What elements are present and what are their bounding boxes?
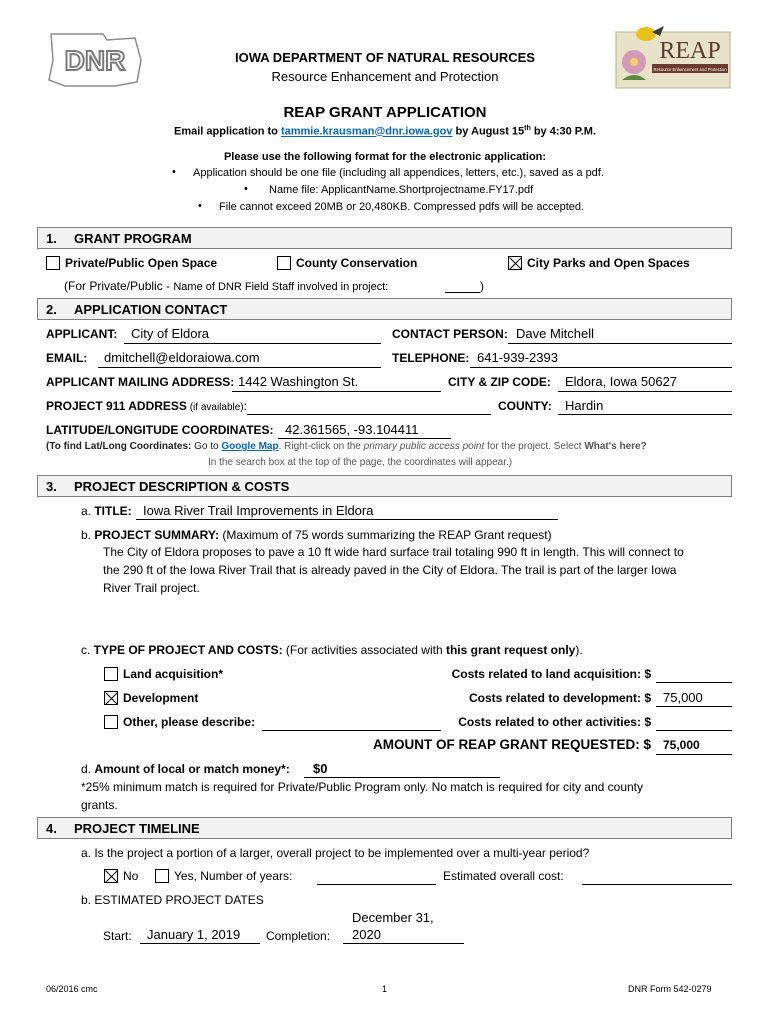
checkbox-land-acquisition[interactable]	[104, 667, 118, 681]
overall-cost-label: Estimated overall cost:	[443, 869, 564, 883]
bullet-3: File cannot exceed 20MB or 20,480KB. Compressed pdfs will be accepted.	[219, 201, 585, 213]
section-project-timeline	[37, 817, 732, 839]
overall-cost-field[interactable]	[582, 884, 732, 885]
type-prefix: c.	[81, 643, 94, 657]
cityzip-field[interactable]	[558, 391, 732, 392]
contact-label: CONTACT PERSON:	[392, 327, 508, 341]
match-heading	[81, 762, 290, 776]
label-county-conservation: County Conservation	[296, 256, 418, 270]
email-value: dmitchell@eldoraiowa.com	[104, 350, 260, 365]
match-note-1: *25% minimum match is required for Private/Public Program only. No match is required for city and county	[81, 780, 644, 794]
google-map-link[interactable]: Google Map	[221, 441, 279, 452]
p911-label: PROJECT 911 ADDRESS	[46, 399, 187, 413]
amount-requested-label: AMOUNT OF REAP GRANT REQUESTED: $	[372, 737, 651, 752]
other-describe-field[interactable]	[262, 730, 441, 731]
title-field[interactable]	[136, 519, 558, 520]
summary-label: PROJECT SUMMARY:	[94, 528, 220, 542]
start-field[interactable]	[140, 943, 260, 944]
field-staff-label: Name of DNR Field Staff involved in project:	[173, 281, 389, 293]
email-label: EMAIL:	[46, 351, 88, 365]
p911-colon: :	[243, 399, 247, 413]
match-field[interactable]	[304, 777, 500, 778]
reap-logo-text: REAP	[659, 38, 721, 64]
field-staff-pre: (For Private/Public -	[64, 279, 174, 293]
section-number: 1.	[46, 231, 57, 246]
type-note: (For activities associated with	[282, 643, 446, 657]
amount-requested-field[interactable]	[656, 754, 732, 755]
match-note-2: grants.	[81, 798, 118, 812]
format-heading: Please use the following format for the electronic application:	[223, 151, 547, 163]
county-value: Hardin	[565, 398, 604, 413]
footer-left: 06/2016 cmc	[46, 984, 98, 994]
completion-value-line1: December 31,	[352, 910, 434, 925]
section-number: 4.	[46, 821, 57, 836]
bullet-dot-1: •	[172, 166, 176, 178]
label-city-parks: City Parks and Open Spaces	[527, 256, 690, 270]
applicant-field[interactable]	[124, 343, 381, 344]
page-title: REAP GRANT APPLICATION	[283, 104, 487, 121]
match-prefix: d.	[81, 762, 95, 776]
bullet-1: Application should be one file (including all appendices, letters, etc.), saved as a pdf.	[193, 167, 604, 179]
dev-label: Development	[123, 691, 199, 705]
latlong-value: 42.361565, -93.104411	[285, 422, 419, 437]
checkbox-yes[interactable]	[155, 869, 169, 883]
completion-value-line2: 2020	[352, 927, 381, 942]
multi-year-question: a. Is the project a portion of a larger, overall project to be implemented over a multi-year period?	[81, 846, 590, 860]
bullet-2: Name file: ApplicantName.Shortprojectname.FY17.pdf	[269, 184, 534, 196]
checkbox-private-public[interactable]	[46, 256, 60, 270]
dev-cost-label: Costs related to development: $	[468, 691, 651, 705]
summary-note: (Maximum of 75 words summarizing the REAP Grant request)	[219, 528, 552, 542]
address-field[interactable]	[232, 391, 441, 392]
dev-cost-field[interactable]	[656, 706, 732, 707]
section-title: PROJECT DESCRIPTION & COSTS	[74, 479, 290, 494]
phone-label: TELEPHONE:	[392, 351, 470, 365]
latlong-field[interactable]	[278, 438, 451, 439]
county-label: COUNTY:	[498, 399, 552, 413]
email-instruction	[0, 125, 770, 138]
amount-requested-value: 75,000	[663, 738, 700, 752]
find-mid2: for the project. Select	[484, 441, 585, 452]
address-value: 1442 Washington St.	[238, 374, 359, 389]
section-title: GRANT PROGRAM	[74, 231, 192, 246]
email-field[interactable]	[98, 367, 381, 368]
phone-field[interactable]	[470, 367, 732, 368]
other-label: Other, please describe:	[123, 715, 256, 729]
latlong-help-line2: In the search box at the top of the page, the coordinates will appear.)	[208, 457, 513, 468]
footer-page-number: 1	[382, 984, 388, 994]
completion-label: Completion:	[266, 929, 331, 943]
deadline-sup: th	[524, 125, 531, 132]
land-label: Land acquisition*	[123, 667, 224, 681]
land-cost-field[interactable]	[656, 682, 732, 683]
p911-field[interactable]	[247, 414, 491, 415]
other-cost-label: Costs related to other activities: $	[458, 715, 651, 729]
applicant-value: City of Eldora	[131, 326, 210, 341]
applicant-label: APPLICANT:	[46, 327, 118, 341]
latlong-help-line1	[46, 441, 647, 452]
section-title: APPLICATION CONTACT	[74, 302, 228, 317]
summary-heading	[81, 528, 552, 542]
checkbox-no[interactable]	[104, 869, 118, 883]
type-heading	[81, 643, 583, 657]
contact-value: Dave Mitchell	[516, 326, 595, 341]
phone-value: 641-939-2393	[477, 350, 558, 365]
dev-cost-value: 75,000	[663, 690, 703, 705]
years-field[interactable]	[317, 884, 436, 885]
org-subtitle: Resource Enhancement and Protection	[271, 69, 499, 84]
summary-line-1: The City of Eldora proposes to pave a 10 ft wide hard surface trail totaling 990 ft in length. This will connect to	[103, 545, 684, 559]
latlong-label: LATITUDE/LONGITUDE COORDINATES:	[46, 423, 274, 437]
yes-label: Yes, Number of years:	[174, 869, 293, 883]
match-label: Amount of local or match money*:	[94, 762, 290, 776]
field-staff-note	[64, 279, 388, 293]
land-cost-label: Costs related to land acquisition: $	[451, 667, 651, 681]
type-end: ).	[575, 643, 583, 657]
cityzip-label: CITY & ZIP CODE:	[448, 375, 551, 389]
find-pre: (To find Lat/Long Coordinates:	[46, 441, 192, 452]
completion-field[interactable]	[343, 943, 464, 944]
start-value: January 1, 2019	[147, 927, 241, 942]
section-number: 3.	[46, 479, 57, 494]
footer-form-number: DNR Form 542-0279	[628, 984, 712, 994]
checkbox-city-parks[interactable]	[508, 256, 522, 270]
section-title: PROJECT TIMELINE	[74, 821, 200, 836]
find-goto: Go to	[191, 441, 222, 452]
title-prefix: a.	[81, 504, 95, 518]
reap-logo-subtext: Resource Enhancement and Protection	[653, 67, 727, 72]
find-bold: What's here?	[584, 441, 647, 452]
cityzip-value: Eldora, Iowa 50627	[565, 374, 678, 389]
org-name: IOWA DEPARTMENT OF NATURAL RESOURCES	[235, 50, 535, 65]
other-cost-field[interactable]	[656, 730, 732, 731]
address-label: APPLICANT MAILING ADDRESS:	[46, 375, 235, 389]
deadline-pre: by August 15	[452, 125, 525, 138]
email-prefix: Email application to	[173, 125, 281, 138]
deadline-post: by 4:30 P.M.	[530, 125, 596, 138]
section-project-description	[37, 475, 732, 497]
checkbox-development[interactable]	[104, 691, 118, 705]
type-label: TYPE OF PROJECT AND COSTS:	[93, 643, 283, 657]
checkbox-county-conservation[interactable]	[277, 256, 291, 270]
bullet-dot-3: •	[198, 200, 202, 212]
summary-prefix: b.	[81, 528, 95, 542]
title-value: Iowa River Trail Improvements in Eldora	[143, 503, 374, 518]
section-number: 2.	[46, 302, 57, 317]
county-field[interactable]	[558, 414, 732, 415]
title-label-wrap	[81, 504, 132, 518]
p911-label-wrap	[46, 399, 247, 413]
field-staff-input[interactable]	[445, 292, 480, 293]
checkbox-other[interactable]	[104, 715, 118, 729]
email-link[interactable]: tammie.krausman@dnr.iowa.gov	[280, 125, 453, 138]
find-italic: primary public access point	[363, 441, 485, 452]
bullet-dot-2: •	[244, 183, 248, 195]
title-label: TITLE:	[94, 504, 132, 518]
contact-field[interactable]	[508, 343, 732, 344]
summary-line-2: the 290 ft of the Iowa River Trail that is already paved in the City of Eldora. The trail is part of the larger Iowa	[103, 563, 677, 577]
dnr-logo-text: DNR	[64, 45, 126, 76]
p911-note: (if available)	[186, 402, 244, 413]
find-mid: . Right-click on the	[278, 441, 364, 452]
start-label: Start:	[103, 929, 132, 943]
dates-label: b. ESTIMATED PROJECT DATES	[81, 893, 264, 907]
type-bold: this grant request only	[445, 643, 576, 657]
match-value: $0	[313, 761, 328, 776]
label-private-public: Private/Public Open Space	[65, 256, 218, 270]
section-grant-program	[37, 227, 732, 249]
section-application-contact	[37, 298, 732, 320]
no-label: No	[123, 869, 139, 883]
summary-line-3: River Trail project.	[103, 581, 200, 595]
field-staff-close: )	[480, 279, 484, 293]
